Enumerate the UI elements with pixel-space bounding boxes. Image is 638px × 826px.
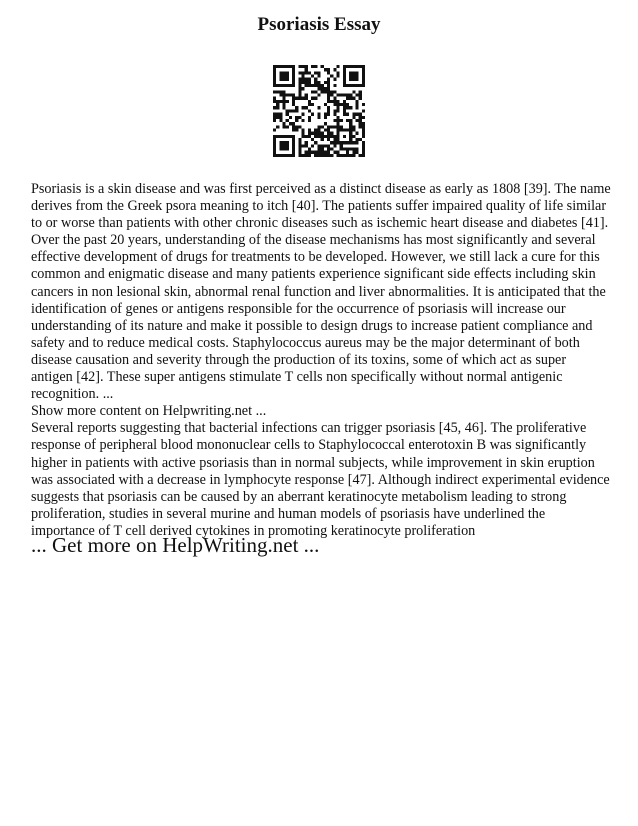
essay-body	[31, 181, 611, 540]
essay-paragraph: Psoriasis is a skin disease and was first perceived as a distinct disease as early as 1808 [39]. The name derives from the Greek psora meaning to itch [40]. The patients suffer impaired quality of life similar to or worse than patients with other chronic diseases such as ischemic heart disease and diabetes [41]. Over the past 20 years, understanding of the disease mechanisms has most significantly and several effective development of drugs for treatments to be developed. However, we still lack a cure for this common and enigmatic disease and many patients experience significant side effects including skin cancers in non lesional skin, abnormal renal function and liver abnormalities. It is anticipated that the identification of genes or antigens responsible for the occurrence of psoriasis will increase our understanding of its nature and make it possible to design drugs to increase patient compliance and safety and to reduce medical costs. Staphylococcus aureus may be the major determinant of both disease causation and severity through the production of its toxins, some of which act as super antigen [42]. These super antigens stimulate T cells non specifically without normal antigenic recognition. ...	[31, 181, 611, 403]
show-more-link[interactable]: Show more content on Helpwriting.net ...	[31, 403, 267, 420]
get-more-link[interactable]: ... Get more on HelpWriting.net ...	[31, 533, 320, 557]
page-title: Psoriasis Essay	[257, 14, 381, 35]
qr-code-icon	[273, 65, 365, 157]
essay-paragraph: Several reports suggesting that bacterial infections can trigger psoriasis [45, 46]. The proliferative response of peripheral blood mononuclear cells to Staphylococcal enterotoxin B was significantly higher in patients with active psoriasis than in normal subjects, while improvement in skin eruption was associated with a decrease in lymphocyte response [47]. Although indirect experimental evidence suggests that psoriasis can be caused by an aberrant keratinocyte metabolism leading to strong proliferation, studies in several murine and human models of psoriasis have underlined the importance of T cell derived cytokines in promoting keratinocyte proliferation	[31, 420, 610, 539]
